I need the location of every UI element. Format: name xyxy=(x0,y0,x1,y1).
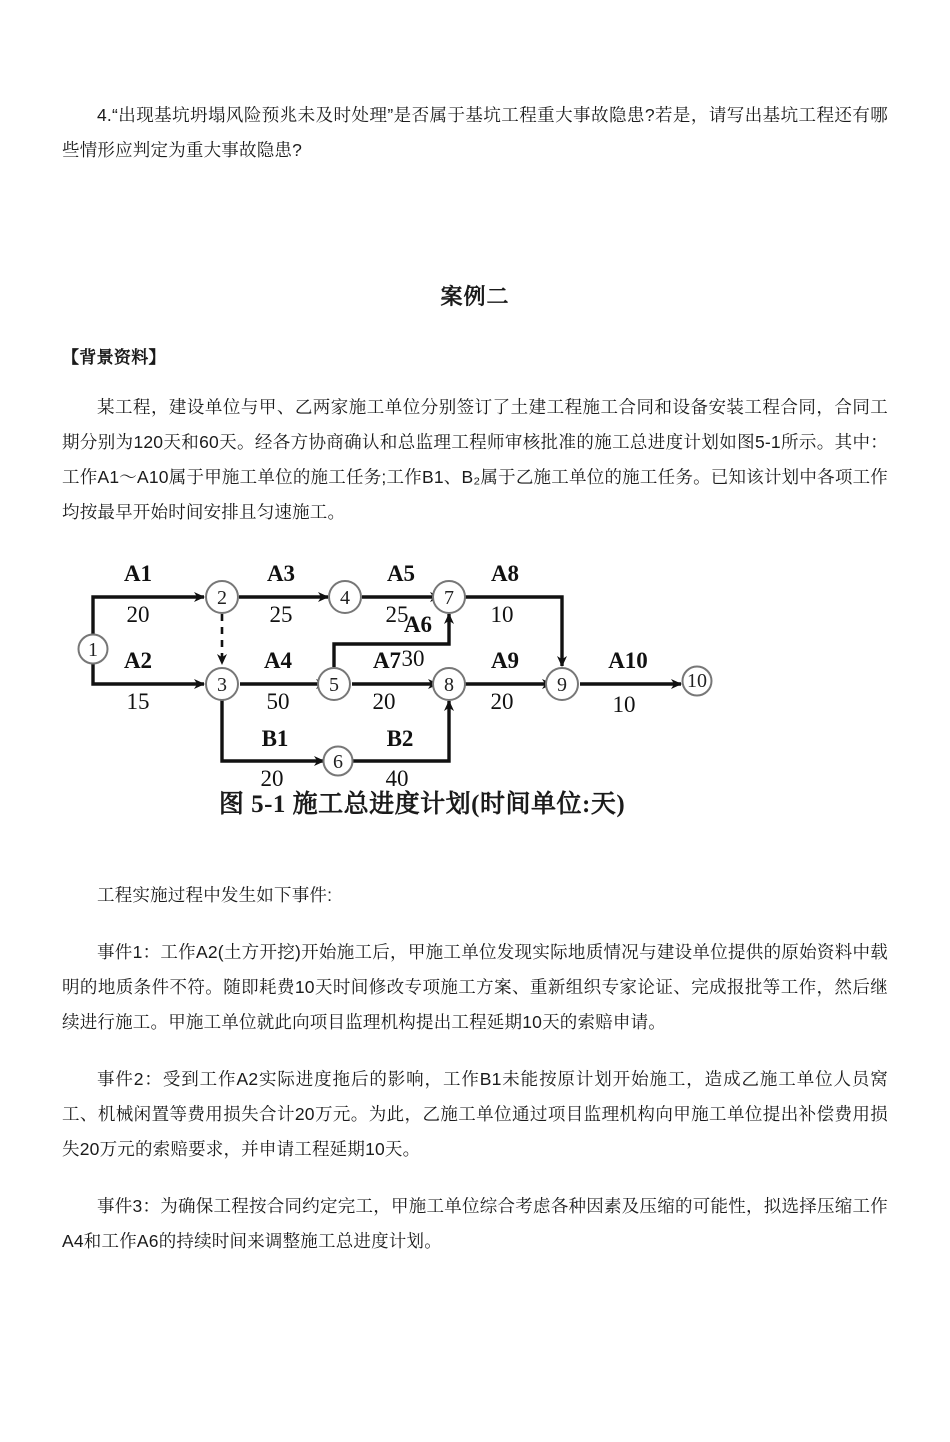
node-1-label: 1 xyxy=(88,639,98,661)
activity-a4-name: A4 xyxy=(263,648,293,673)
activity-a3-duration: 25 xyxy=(269,602,293,627)
activity-a6-name: A6 xyxy=(403,612,433,637)
activity-a7-duration: 20 xyxy=(372,689,396,714)
node-5-label: 5 xyxy=(329,674,339,696)
activity-b2-duration: 40 xyxy=(385,766,409,791)
question-4: 4.“出现基坑坍塌风险预兆未及时处理”是否属于基坑工程重大事故隐患?若是，请写出基坑工程还有哪些情形应判定为重大事故隐患? xyxy=(62,105,888,160)
node-8-label: 8 xyxy=(444,674,454,696)
activity-a1-duration: 20 xyxy=(126,602,150,627)
activity-a9-duration: 20 xyxy=(490,689,514,714)
node-2-label: 2 xyxy=(217,587,227,609)
node-6-label: 6 xyxy=(333,751,343,773)
network-diagram-svg xyxy=(62,556,888,796)
node-4-label: 4 xyxy=(340,587,350,609)
activity-a5-duration: 25 xyxy=(385,602,409,627)
background-paragraph xyxy=(62,390,888,530)
document-page xyxy=(0,98,950,1442)
activity-a7-name: A7 xyxy=(372,648,402,673)
activity-a9-name: A9 xyxy=(490,648,520,673)
figure-5-1 xyxy=(62,556,888,856)
event-1: 事件1：工作A2(土方开挖)开始施工后，甲施工单位发现实际地质情况与建设单位提供的原始资料中载明的地质条件不符。随即耗费10天时间修改专项施工方案、重新组织专家论证、完成报批等工作，然后继续进行施工。甲施工单位就此向项目监理机构提出工程延期10天的索赔申请。 xyxy=(62,942,888,1032)
event-2: 事件2：受到工作A2实际进度拖后的影响，工作B1未能按原计划开始施工，造成乙施工单位人员窝工、机械闲置等费用损失合计20万元。为此，乙施工单位通过项目监理机构向甲施工单位提出补偿费用损失20万元的索赔要求，并申请工程延期10天。 xyxy=(62,1069,888,1159)
events-intro: 工程实施过程中发生如下事件: xyxy=(97,885,333,905)
node-7-label: 7 xyxy=(444,587,454,609)
node-9-label: 9 xyxy=(557,674,567,696)
activity-a10-duration: 10 xyxy=(612,692,636,717)
activity-a8-duration: 10 xyxy=(490,602,514,627)
activity-a2-duration: 15 xyxy=(126,689,150,714)
figure-caption: 图 5-1 施工总进度计划(时间单位:天) xyxy=(218,791,626,818)
activity-a2-name: A2 xyxy=(123,648,153,673)
node-3-label: 3 xyxy=(217,674,227,696)
activity-a1-name: A1 xyxy=(123,561,153,586)
activity-b1-duration: 20 xyxy=(260,766,284,791)
activity-b2-name: B2 xyxy=(386,726,414,751)
activity-a10-name: A10 xyxy=(608,648,648,673)
activity-a3-name: A3 xyxy=(266,561,296,586)
background-heading: 【背景资料】 xyxy=(62,348,166,367)
background-text: 某工程，建设单位与甲、乙两家施工单位分别签订了土建工程施工合同和设备安装工程合同，合同工期分别为120天和60天。经各方协商确认和总监理工程师审核批准的施工总进度计划如图5-1所示。其中：工作A1～A10属于甲施工单位的施工任务;工作B1、B₂属于乙施工单位的施工任务。已知该计划中各项工作均按最早开始时间安排且匀速施工。 xyxy=(62,397,888,522)
activity-a6-duration: 30 xyxy=(401,646,425,671)
event-3: 事件3：为确保工程按合同约定完工，甲施工单位综合考虑各种因素及压缩的可能性，拟选择压缩工作A4和工作A6的持续时间来调整施工总进度计划。 xyxy=(62,1196,888,1251)
node-10-label: 10 xyxy=(687,670,707,692)
activity-a5-name: A5 xyxy=(386,561,416,586)
case-title: 案例二 xyxy=(440,284,510,309)
activity-b1-name: B1 xyxy=(261,726,289,751)
activity-a4-duration: 50 xyxy=(266,689,290,714)
activity-a8-name: A8 xyxy=(490,561,520,586)
